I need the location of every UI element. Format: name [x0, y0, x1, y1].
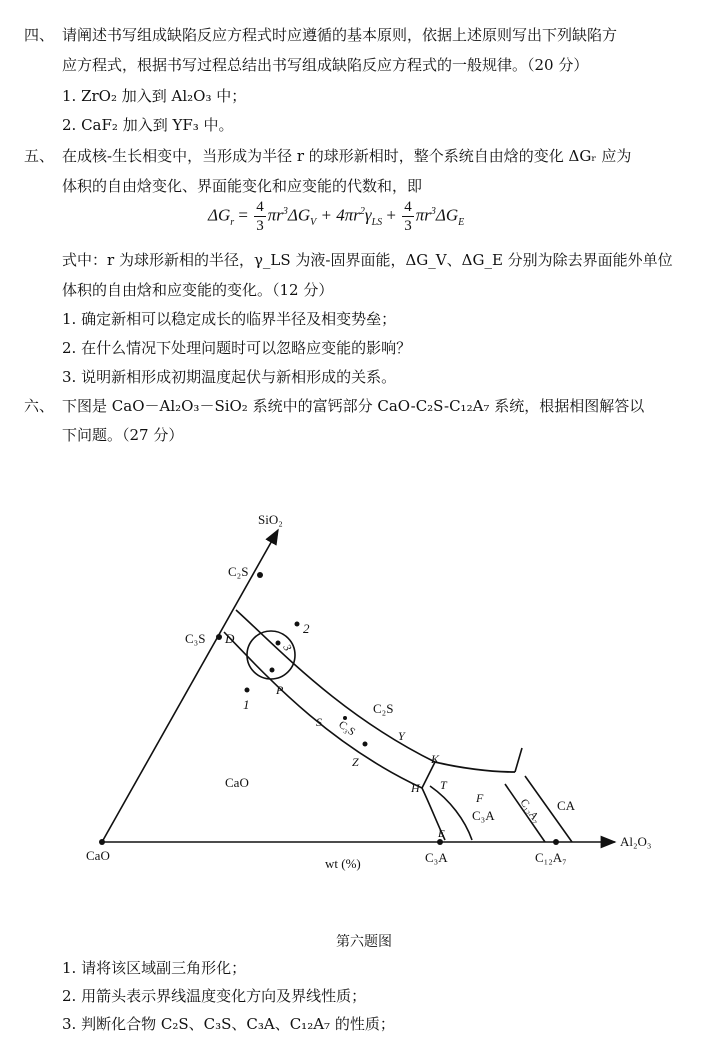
point-1-dot	[245, 688, 250, 693]
label-cao-vertex: CaO	[86, 848, 110, 863]
vertex-c2s-dot	[257, 572, 263, 578]
figure-caption: 第六题图	[336, 934, 392, 950]
boundary-upper-tick	[515, 748, 522, 772]
section-5-where-2: 体积的自由焓和应变能的变化。（12 分）	[62, 281, 334, 299]
point-z-dot	[363, 742, 368, 747]
fraction-4-3: $\frac{4}{3}$	[256, 199, 264, 235]
label-c3s: C₃S	[185, 631, 206, 646]
vertex-c12a7-dot	[553, 839, 559, 845]
section-5-line-1: 在成核-生长相变中，当形成为半径 r 的球形新相时，整个系统自由焓的变化 ΔGᵣ 应为	[62, 147, 632, 165]
label-region-c2s: C₂S	[373, 701, 394, 716]
label-c3a: C₃A	[425, 850, 448, 865]
free-energy-formula: $\Delta G_r$ = $\frac{4}{3}$ $\pi r^3\Delta G_V + 4\pi r^2\gamma_{LS}$ + $\frac{4}{3}$ $\pi r^3\Delta G_E$	[208, 199, 465, 235]
label-point-t: T	[440, 778, 447, 792]
label-region-c3a: C₃A	[472, 808, 495, 823]
label-point-d: D	[225, 631, 235, 646]
axis-cao-sio2	[102, 530, 278, 842]
label-point-2: 2	[303, 621, 310, 636]
section-6-line-1: 下图是 CaO－Al₂O₃－SiO₂ 系统中的富钙部分 CaO-C₂S-C₁₂A₇ 系统，根据相图解答以	[62, 397, 645, 415]
label-region-c12a7: C₁₂A₇	[517, 796, 543, 826]
section-6-item-3: 3. 判断化合物 C₂S、C₃S、C₃A、C₁₂A₇ 的性质；	[62, 1015, 395, 1033]
point-2-dot	[295, 622, 300, 627]
point-3-dot	[276, 641, 281, 646]
section-5-item-1: 1. 确定新相可以稳定成长的临界半径及相变势垒；	[62, 310, 397, 328]
section-6-item-1: 1. 请将该区域副三角形化；	[62, 959, 247, 977]
section-6-number: 六、	[24, 397, 55, 415]
label-c2s-vertex: C₂S	[228, 564, 249, 579]
label-region-c3s: C₃S	[336, 718, 358, 739]
label-region-ca: CA	[557, 798, 576, 813]
phase-diagram	[0, 500, 728, 920]
section-4-line-2: 应方程式，根据书写过程总结出书写组成缺陷反应方程式的一般规律。（20 分）	[62, 56, 589, 74]
boundary-k-upper	[435, 762, 515, 772]
c3s-band-upper-boundary	[236, 610, 435, 762]
section-5-number: 五、	[24, 147, 55, 165]
label-al2o3: Al₂O₃	[620, 834, 652, 849]
fraction-4-3-second: $\frac{4}{3}$	[404, 199, 412, 235]
section-4-line-1: 请阐述书写组成缺陷反应方程式时应遵循的基本原则，依据上述原则写出下列缺陷方	[62, 26, 618, 44]
section-4-number: 四、	[24, 26, 55, 44]
section-6-line-2: 下问题。（27 分）	[62, 426, 184, 444]
section-6-item-2: 2. 用箭头表示界线温度变化方向及界线性质；	[62, 987, 367, 1005]
section-5-item-3: 3. 说明新相形成初期温度起伏与新相形成的关系。	[62, 368, 397, 386]
vertex-cao-dot	[99, 839, 105, 845]
label-point-p: P	[276, 683, 284, 697]
section-4-item-2: 2. CaF₂ 加入到 YF₃ 中。	[62, 116, 234, 134]
section-5-item-2: 2. 在什么情况下处理问题时可以忽略应变能的影响？	[62, 339, 412, 357]
vertex-c3s-dot	[216, 634, 222, 640]
label-point-1: 1	[243, 697, 250, 712]
label-point-k: K	[431, 752, 440, 766]
label-point-3: 3	[280, 642, 294, 654]
label-sio2: SiO₂	[258, 512, 283, 527]
boundary-t-f	[430, 786, 472, 840]
label-region-cao: CaO	[225, 775, 249, 790]
label-point-s: S	[316, 715, 322, 729]
label-c12a7: C₁₂A₇	[535, 850, 567, 865]
label-point-h: H	[411, 781, 420, 795]
label-point-y: Y	[398, 729, 405, 743]
label-point-e: E	[438, 828, 445, 840]
label-point-f: F	[476, 791, 484, 805]
section-5-where-1: 式中：r 为球形新相的半径，γ_LS 为液-固界面能，ΔG_V、ΔG_E 分别为除去界面能外单位	[62, 251, 673, 269]
point-p-dot	[270, 668, 275, 673]
label-point-z: Z	[352, 755, 359, 769]
section-4-item-1: 1. ZrO₂ 加入到 Al₂O₃ 中；	[62, 87, 247, 105]
section-5-line-2: 体积的自由焓变化、界面能变化和应变能的代数和，即	[62, 177, 423, 195]
label-axis-unit: wt (%)	[325, 856, 361, 871]
